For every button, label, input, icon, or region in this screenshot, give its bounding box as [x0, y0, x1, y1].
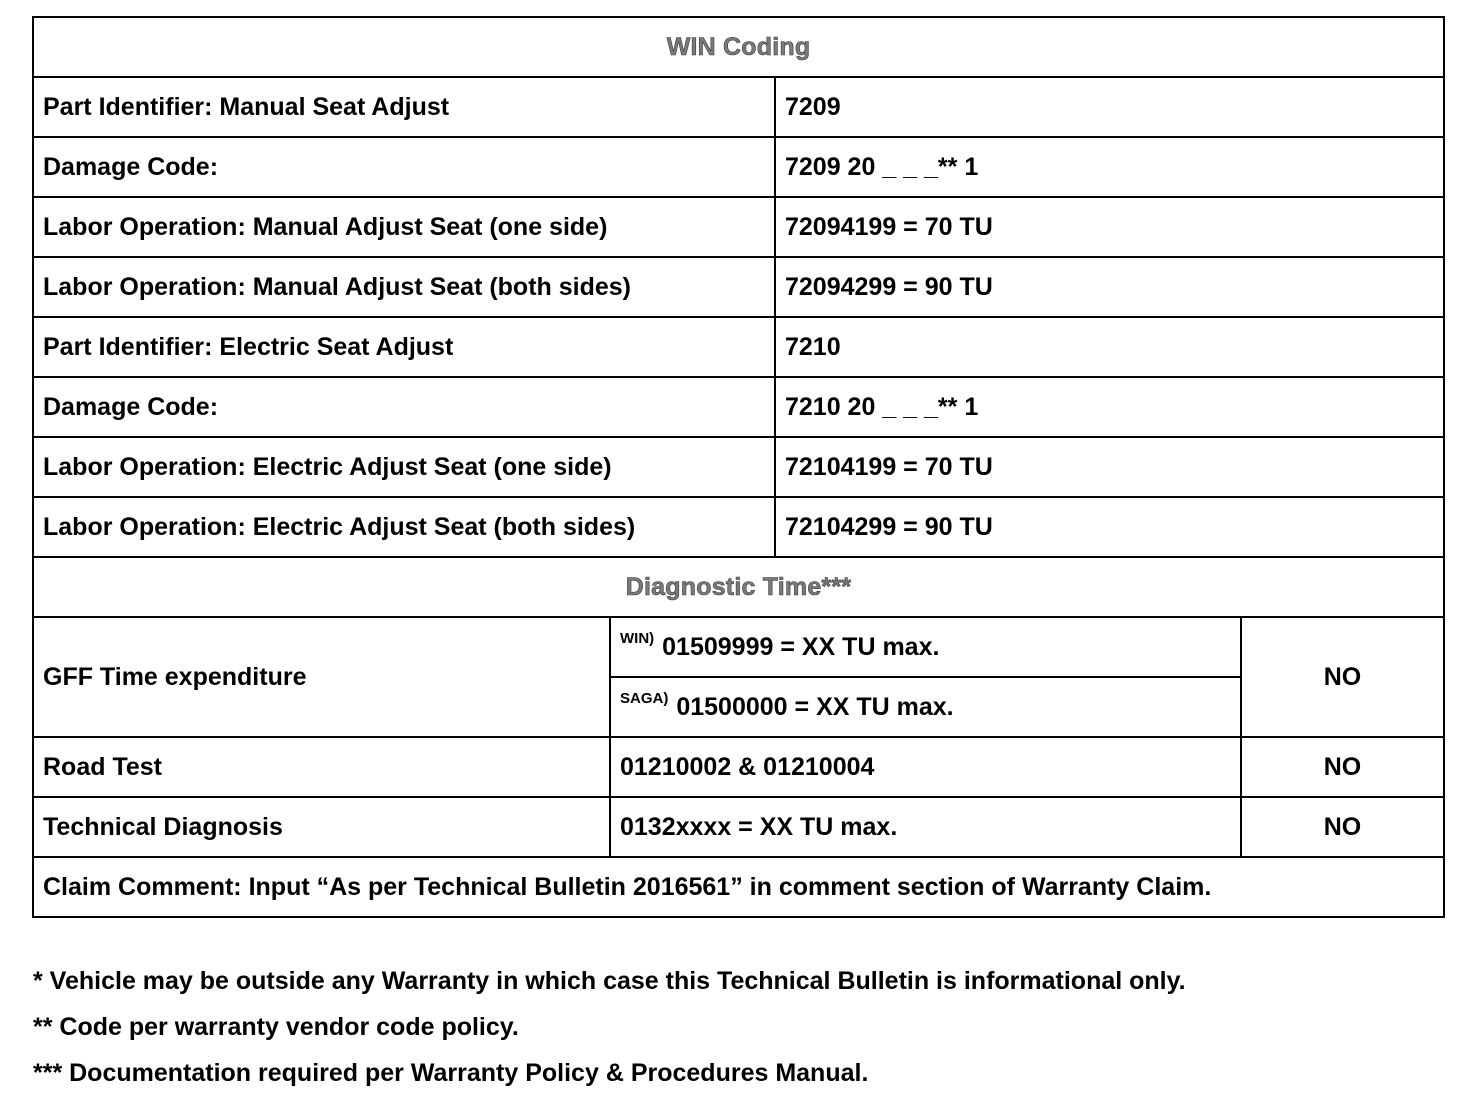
row-value: 7209 20 _ _ _** 1 [775, 137, 1444, 197]
table-row [33, 317, 1444, 377]
technical-diagnosis-label: Technical Diagnosis [33, 797, 610, 857]
gff-win-value: 01509999 = XX TU max. [662, 632, 940, 661]
claim-comment: Claim Comment: Input “As per Technical Bulletin 2016561” in comment section of Warranty Claim. [33, 857, 1444, 917]
row-label: Labor Operation: Manual Adjust Seat (one side) [33, 197, 775, 257]
row-value: 72104299 = 90 TU [775, 497, 1444, 557]
table-row [33, 197, 1444, 257]
row-label: Damage Code: [33, 377, 775, 437]
gff-flag: NO [1241, 617, 1444, 737]
technical-diagnosis-value: 0132xxxx = XX TU max. [610, 797, 1241, 857]
footnotes [33, 958, 1453, 1096]
row-label: Labor Operation: Electric Adjust Seat (both sides) [33, 497, 775, 557]
win-prefix: WIN) [620, 629, 655, 647]
road-test-value: 01210002 & 01210004 [610, 737, 1241, 797]
road-test-label: Road Test [33, 737, 610, 797]
table-row [33, 437, 1444, 497]
diagnostic-time-title: Diagnostic Time*** [33, 557, 1444, 617]
table-row [33, 137, 1444, 197]
row-label: Damage Code: [33, 137, 775, 197]
row-label: Part Identifier: Electric Seat Adjust [33, 317, 775, 377]
road-test-flag: NO [1241, 737, 1444, 797]
row-value: 7210 [775, 317, 1444, 377]
footnote: * Vehicle may be outside any Warranty in which case this Technical Bulletin is informational only. [33, 967, 1186, 995]
row-value: 72104199 = 70 TU [775, 437, 1444, 497]
table-row [33, 257, 1444, 317]
gff-win-cell [610, 617, 1241, 677]
table-row [33, 497, 1444, 557]
win-coding-header-row [33, 17, 1444, 77]
win-coding-table [32, 16, 1445, 918]
row-label: Labor Operation: Manual Adjust Seat (both sides) [33, 257, 775, 317]
table-row [33, 737, 1444, 797]
gff-saga-cell [610, 677, 1241, 737]
saga-prefix: SAGA) [620, 689, 669, 707]
win-coding-title: WIN Coding [33, 17, 1444, 77]
footnote: *** Documentation required per Warranty Policy & Procedures Manual. [33, 1059, 869, 1087]
table-row [33, 77, 1444, 137]
row-label: Labor Operation: Electric Adjust Seat (one side) [33, 437, 775, 497]
row-value: 72094299 = 90 TU [775, 257, 1444, 317]
row-label: Part Identifier: Manual Seat Adjust [33, 77, 775, 137]
row-value: 72094199 = 70 TU [775, 197, 1444, 257]
technical-diagnosis-flag: NO [1241, 797, 1444, 857]
gff-label: GFF Time expenditure [33, 617, 610, 737]
table-row [33, 797, 1444, 857]
diagnostic-time-header-row [33, 557, 1444, 617]
gff-saga-value: 01500000 = XX TU max. [676, 692, 954, 721]
row-value: 7209 [775, 77, 1444, 137]
table-row [33, 617, 1444, 677]
footnote: ** Code per warranty vendor code policy. [33, 1013, 519, 1041]
table-row [33, 377, 1444, 437]
row-value: 7210 20 _ _ _** 1 [775, 377, 1444, 437]
claim-comment-row [33, 857, 1444, 917]
